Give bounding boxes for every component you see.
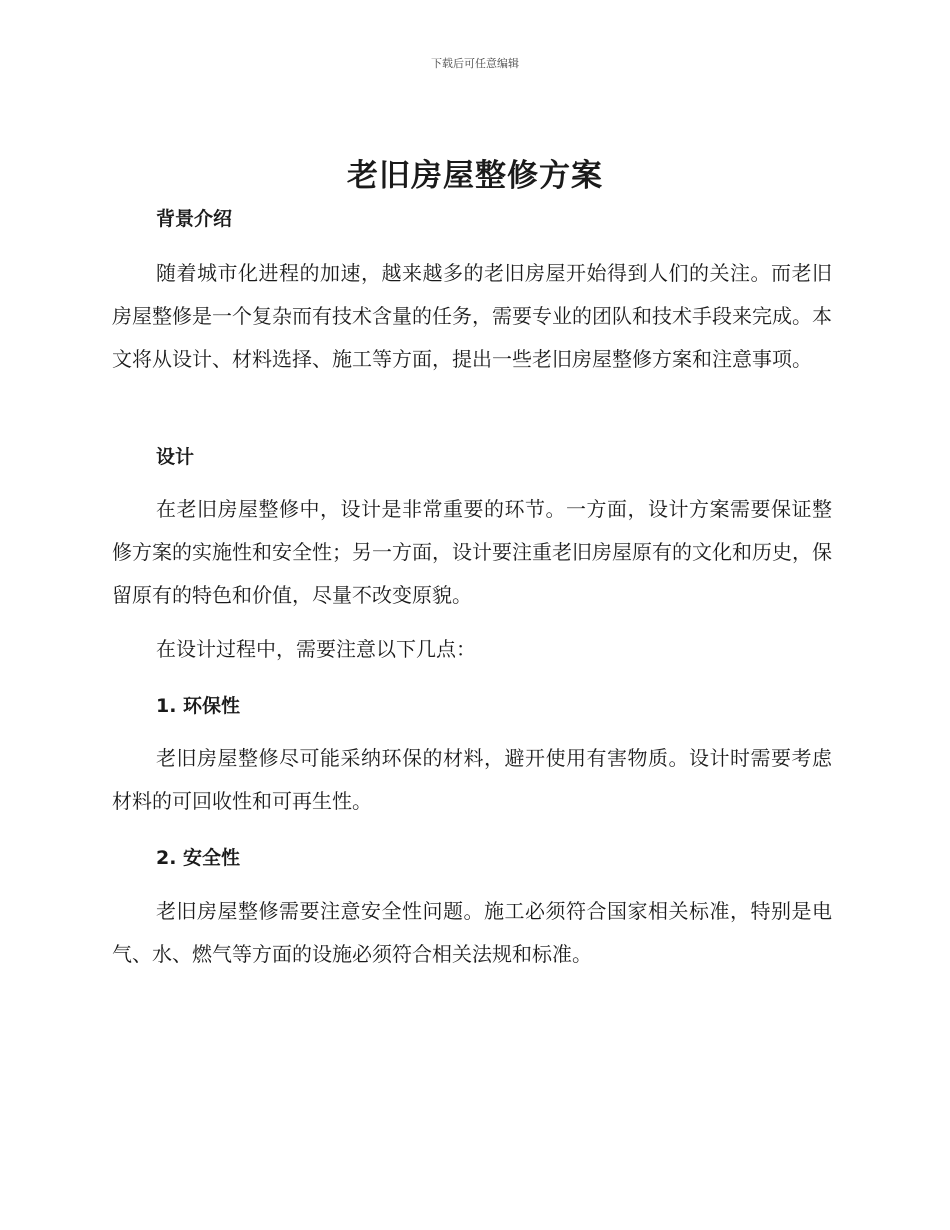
section-heading-design: 设计 xyxy=(156,446,195,468)
paragraph-eco: 老旧房屋整修尽可能采纳环保的材料，避开使用有害物质。设计时需要考虑材料的可回收性和可再生性。 xyxy=(112,746,832,813)
paragraph-design-1: 在老旧房屋整修中，设计是非常重要的环节。一方面，设计方案需要保证整修方案的实施性和安全性；另一方面，设计要注重老旧房屋原有的文化和历史，保留原有的特色和价值，尽量不改变原貌。 xyxy=(112,497,832,607)
section-background-heading-wrap xyxy=(112,205,832,233)
point-1-heading-wrap xyxy=(112,692,832,720)
point-heading-eco: 1. 环保性 xyxy=(156,695,241,717)
section-design-body xyxy=(112,488,832,617)
section-heading-background: 背景介绍 xyxy=(156,208,233,230)
section-design-heading-wrap xyxy=(112,443,832,471)
paragraph-design-2: 在设计过程中，需要注意以下几点： xyxy=(156,637,476,661)
point-heading-safety: 2. 安全性 xyxy=(156,847,241,869)
point-2-heading-wrap xyxy=(112,844,832,872)
section-background-body xyxy=(112,252,832,381)
document-title: 老旧房屋整修方案 xyxy=(347,158,603,194)
paragraph-background: 随着城市化进程的加速，越来越多的老旧房屋开始得到人们的关注。而老旧房屋整修是一个复杂而有技术含量的任务，需要专业的团队和技术手段来完成。本文将从设计、材料选择、施工等方面，提出一些老旧房屋整修方案和注意事项。 xyxy=(112,261,832,371)
point-2-body xyxy=(112,890,832,976)
point-1-body xyxy=(112,737,832,823)
section-design-body-2 xyxy=(112,628,832,671)
paragraph-safety: 老旧房屋整修需要注意安全性问题。施工必须符合国家相关标准，特别是电气、水、燃气等方面的设施必须符合相关法规和标准。 xyxy=(112,899,832,966)
page-header-note: 下载后可任意编辑 xyxy=(431,57,519,70)
